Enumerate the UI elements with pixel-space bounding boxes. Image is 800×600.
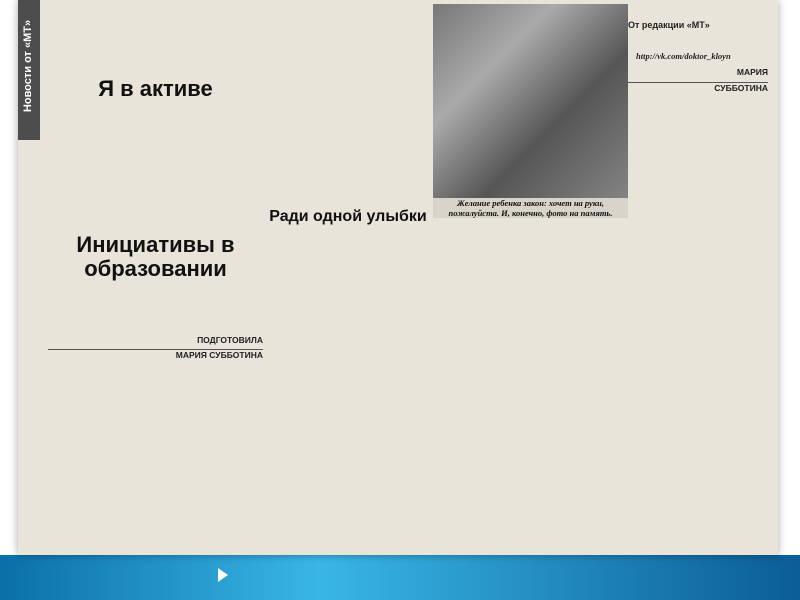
initiatives-paragraph-3: [48, 319, 263, 329]
signature-name: МАРИЯ СУББОТИНА: [48, 349, 263, 361]
editor-title: От редакции «МТ»: [628, 20, 710, 30]
smile-paragraph-1: [268, 229, 428, 239]
signature-prep: ПОДГОТОВИЛА: [197, 334, 263, 345]
newspaper-page: [18, 0, 778, 555]
column2-paragraph-2: [268, 20, 428, 30]
active-paragraph-3: [48, 135, 263, 145]
column2-paragraph-3: [268, 36, 428, 46]
initiatives-paragraph-2: [48, 303, 263, 313]
active-paragraph-2: [48, 119, 263, 129]
heading-smile: Ради одной улыбки: [269, 208, 427, 225]
clowns-photo: [433, 4, 628, 214]
column2-paragraph-1: [268, 4, 428, 14]
section-label: Новости от «МТ»: [22, 19, 34, 113]
active-paragraph-1: [48, 103, 263, 113]
contact-link: http://vk.com/doktor_kloyn: [636, 50, 731, 61]
heading-active: Я в активе: [98, 76, 213, 101]
signature-first: МАРИЯ: [736, 67, 768, 77]
column4-paragraph-1: [523, 230, 623, 240]
column-3: [433, 230, 533, 246]
editor-text: [628, 35, 768, 45]
intro-text: [48, 4, 263, 14]
column-2: [268, 4, 428, 245]
initiatives-paragraph-1: [48, 287, 263, 297]
column3-paragraph-1: [433, 230, 533, 240]
column-1: [48, 4, 263, 361]
slide-footer-bar: [0, 555, 800, 600]
signature-last: СУББОТИНА: [628, 82, 768, 94]
column-5: [628, 4, 768, 93]
column-4: [523, 230, 623, 246]
bullet-arrow-icon: [218, 568, 228, 582]
column5-paragraph-1: [628, 4, 768, 14]
photo-caption: Желание ребенка закон: хочет на руки, пожалуйста. И, конечно, фото на память.: [433, 198, 628, 218]
heading-initiatives: Инициативы в образовании: [76, 231, 235, 281]
section-sidebar: [18, 0, 40, 140]
